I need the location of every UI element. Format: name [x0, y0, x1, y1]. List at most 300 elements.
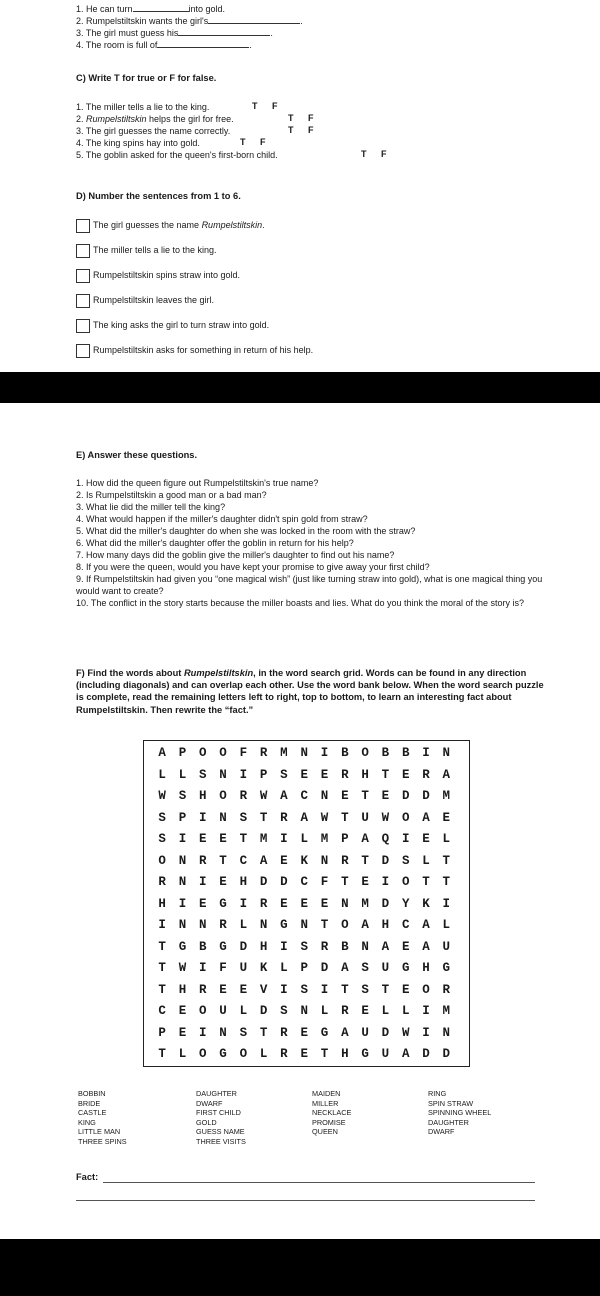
item-text: 1. He can turn: [76, 4, 133, 14]
grid-letter[interactable]: T: [381, 767, 390, 782]
grid-letter[interactable]: I: [239, 896, 248, 911]
grid-letter[interactable]: D: [401, 789, 410, 803]
grid-letter[interactable]: E: [361, 875, 369, 889]
item-text: 4. The room is full of: [76, 40, 158, 50]
grid-row: [144, 937, 477, 957]
answer-blank[interactable]: [157, 38, 249, 48]
grid-letter[interactable]: T: [422, 875, 430, 889]
grid-letter[interactable]: M: [442, 1004, 451, 1018]
grid-letter[interactable]: P: [178, 746, 187, 760]
grid-letter[interactable]: A: [361, 918, 369, 932]
sequence-text: The king asks the girl to turn straw into gold.: [93, 320, 270, 330]
grid-letter[interactable]: H: [259, 939, 268, 954]
grid-letter[interactable]: E: [300, 767, 308, 782]
grid-letter[interactable]: R: [422, 767, 430, 782]
grid-letter[interactable]: H: [239, 875, 248, 889]
grid-letter[interactable]: R: [158, 875, 166, 889]
grid-letter[interactable]: D: [280, 875, 288, 889]
grid-letter[interactable]: A: [259, 853, 268, 868]
grid-letter[interactable]: L: [320, 1004, 329, 1018]
grid-letter[interactable]: S: [280, 767, 288, 782]
grid-letter[interactable]: R: [320, 939, 329, 954]
answer-blank[interactable]: [208, 14, 300, 24]
grid-letter[interactable]: E: [401, 767, 410, 782]
grid-letter[interactable]: G: [219, 896, 227, 911]
word-bank-entry: THREE SPINS: [78, 1136, 127, 1146]
answer-blank[interactable]: [178, 26, 270, 36]
grid-letter[interactable]: L: [300, 832, 308, 846]
grid-letter[interactable]: I: [198, 961, 207, 975]
grid-letter[interactable]: G: [178, 939, 187, 954]
grid-letter[interactable]: D: [442, 1047, 451, 1061]
grid-letter[interactable]: T: [361, 853, 369, 868]
grid-letter[interactable]: O: [239, 1047, 248, 1061]
word-bank-entry: SPIN STRAW: [428, 1098, 474, 1108]
grid-letter[interactable]: O: [219, 789, 227, 803]
grid-letter[interactable]: C: [239, 853, 248, 868]
grid-letter[interactable]: G: [442, 961, 451, 975]
grid-letter[interactable]: I: [422, 1025, 430, 1040]
grid-letter[interactable]: O: [401, 810, 410, 825]
grid-letter[interactable]: O: [198, 1047, 207, 1061]
item-text: 3. The girl guesses the name correctly.: [76, 126, 231, 136]
grid-letter[interactable]: N: [361, 939, 369, 954]
grid-letter[interactable]: I: [178, 832, 187, 846]
grid-letter[interactable]: E: [361, 1004, 369, 1018]
word-bank-entry: SPINNING WHEEL: [428, 1108, 492, 1117]
grid-letter[interactable]: T: [442, 853, 451, 868]
grid-row: [144, 980, 477, 1000]
grid-letter[interactable]: A: [280, 789, 288, 803]
true-false-choice[interactable]: T F: [288, 125, 320, 135]
grid-letter[interactable]: G: [219, 939, 227, 954]
grid-letter[interactable]: E: [320, 896, 329, 911]
grid-letter[interactable]: W: [158, 789, 166, 803]
grid-letter[interactable]: L: [178, 1047, 187, 1061]
number-box[interactable]: [76, 244, 90, 258]
grid-letter[interactable]: L: [239, 1004, 248, 1018]
grid-letter[interactable]: G: [219, 1047, 227, 1061]
grid-letter[interactable]: A: [158, 746, 166, 760]
sequence-text: .: [262, 220, 265, 230]
grid-row: [144, 765, 477, 785]
grid-letter[interactable]: M: [320, 832, 329, 846]
sequence-item: [76, 317, 269, 333]
grid-letter[interactable]: D: [422, 789, 430, 803]
word-bank-column: [78, 1089, 127, 1146]
grid-row: [144, 851, 477, 871]
grid-letter[interactable]: H: [422, 961, 430, 975]
section-d-title: D) Number the sentences from 1 to 6.: [76, 191, 241, 201]
grid-letter[interactable]: N: [259, 918, 268, 932]
grid-letter[interactable]: S: [158, 832, 166, 846]
question-item: 4. What would happen if the miller's daughter didn't spin gold from straw?: [76, 514, 368, 524]
grid-letter[interactable]: E: [219, 875, 227, 889]
grid-letter[interactable]: L: [381, 1004, 390, 1018]
grid-letter[interactable]: D: [381, 896, 390, 911]
number-box[interactable]: [76, 219, 90, 233]
word-bank-entry: BRIDE: [78, 1098, 101, 1108]
grid-letter[interactable]: N: [320, 789, 329, 803]
grid-letter[interactable]: E: [280, 896, 288, 911]
item-text: 3. The girl must guess his: [76, 28, 179, 38]
grid-letter[interactable]: V: [259, 982, 268, 997]
sequence-text: The girl guesses the name: [93, 220, 202, 230]
question-item: 8. If you were the queen, would you have kept your promise to give away your first child?: [76, 562, 430, 572]
grid-letter[interactable]: I: [198, 1025, 207, 1040]
item-text: helps the girl for free.: [146, 114, 234, 124]
grid-letter[interactable]: W: [401, 1025, 410, 1040]
grid-letter[interactable]: O: [401, 875, 410, 889]
grid-letter[interactable]: I: [401, 832, 410, 846]
grid-letter[interactable]: A: [442, 767, 451, 782]
grid-letter[interactable]: E: [442, 810, 451, 825]
item-text: 1. The miller tells a lie to the king.: [76, 102, 210, 112]
grid-letter[interactable]: A: [341, 961, 349, 975]
grid-letter[interactable]: D: [259, 875, 268, 889]
grid-letter[interactable]: N: [178, 853, 187, 868]
grid-letter[interactable]: E: [341, 789, 349, 803]
sequence-text: Rumpelstiltskin spins straw into gold.: [93, 270, 241, 280]
sequence-text: Rumpelstiltskin leaves the girl.: [93, 295, 215, 305]
grid-letter[interactable]: Y: [401, 896, 410, 911]
grid-letter[interactable]: U: [239, 961, 248, 975]
grid-letter[interactable]: A: [300, 810, 308, 825]
section-c-title: C) Write T for true or F for false.: [76, 73, 217, 83]
item-text: .: [300, 16, 303, 26]
grid-letter[interactable]: R: [280, 810, 288, 825]
question-item: 3. What lie did the miller tell the king?: [76, 502, 226, 512]
grid-letter[interactable]: N: [442, 1025, 451, 1040]
grid-letter[interactable]: H: [178, 982, 187, 997]
grid-letter[interactable]: P: [259, 767, 268, 782]
grid-letter[interactable]: K: [422, 896, 430, 911]
grid-letter[interactable]: K: [259, 961, 268, 975]
grid-letter[interactable]: S: [361, 961, 369, 975]
grid-letter[interactable]: L: [401, 1004, 410, 1018]
grid-letter[interactable]: D: [422, 1047, 430, 1061]
number-box[interactable]: [76, 294, 90, 308]
word-bank-entry: DWARF: [196, 1098, 223, 1108]
grid-letter[interactable]: E: [401, 982, 410, 997]
grid-letter[interactable]: D: [259, 1004, 268, 1018]
grid-letter[interactable]: T: [341, 875, 349, 889]
grid-letter[interactable]: S: [239, 810, 248, 825]
grid-letter[interactable]: T: [219, 853, 227, 868]
grid-row: [144, 786, 477, 806]
fact-answer-line-1[interactable]: [103, 1182, 535, 1183]
grid-letter[interactable]: R: [341, 1004, 349, 1018]
grid-letter[interactable]: S: [239, 1025, 248, 1040]
item-text: into gold.: [188, 4, 226, 14]
item-text: .: [249, 40, 252, 50]
grid-letter[interactable]: M: [280, 746, 288, 760]
grid-row: [144, 872, 477, 892]
grid-letter[interactable]: C: [300, 875, 308, 889]
grid-letter[interactable]: L: [239, 918, 248, 932]
grid-letter[interactable]: B: [341, 939, 349, 954]
grid-letter[interactable]: W: [259, 789, 268, 803]
grid-letter[interactable]: T: [341, 810, 349, 825]
fact-label: Fact:: [76, 1172, 99, 1182]
grid-letter[interactable]: U: [219, 1004, 227, 1018]
word-bank-column: [196, 1089, 246, 1146]
grid-letter[interactable]: P: [158, 1025, 166, 1040]
grid-letter[interactable]: P: [300, 961, 308, 975]
grid-letter[interactable]: R: [219, 918, 227, 932]
grid-letter[interactable]: A: [381, 939, 390, 954]
grid-letter[interactable]: S: [158, 810, 166, 825]
grid-letter[interactable]: T: [259, 810, 268, 825]
grid-letter[interactable]: M: [361, 896, 369, 911]
grid-letter[interactable]: I: [280, 982, 288, 997]
grid-letter[interactable]: L: [442, 832, 451, 846]
grid-letter[interactable]: R: [259, 746, 268, 760]
grid-letter[interactable]: N: [219, 810, 227, 825]
grid-letter[interactable]: M: [259, 832, 268, 846]
grid-letter[interactable]: E: [219, 832, 227, 846]
grid-letter[interactable]: C: [158, 1004, 166, 1018]
grid-letter[interactable]: L: [259, 1047, 268, 1061]
sequence-emphasis: Rumpelstiltskin: [201, 220, 263, 230]
grid-letter[interactable]: I: [178, 896, 187, 911]
sequence-item: [76, 242, 217, 258]
grid-letter[interactable]: R: [442, 982, 451, 997]
grid-letter[interactable]: R: [198, 853, 207, 868]
grid-letter[interactable]: I: [422, 1004, 430, 1018]
grid-letter[interactable]: U: [361, 810, 369, 825]
word-bank-entry: FIRST CHILD: [196, 1108, 241, 1117]
grid-letter[interactable]: D: [320, 961, 329, 975]
question-item: 1. How did the queen figure out Rumpelstiltskin's true name?: [76, 478, 319, 488]
grid-letter[interactable]: O: [158, 853, 166, 868]
fill-blank-item: [76, 38, 252, 51]
grid-letter[interactable]: I: [280, 832, 288, 846]
grid-letter[interactable]: E: [239, 982, 248, 997]
grid-letter[interactable]: R: [239, 789, 248, 803]
grid-letter[interactable]: A: [422, 810, 430, 825]
answer-blank[interactable]: [133, 2, 189, 12]
number-box[interactable]: [76, 344, 90, 358]
grid-letter[interactable]: C: [401, 918, 410, 932]
word-bank-entry: PROMISE: [312, 1117, 346, 1127]
grid-letter[interactable]: E: [280, 853, 288, 868]
grid-letter[interactable]: I: [320, 746, 329, 760]
grid-letter[interactable]: B: [341, 746, 349, 760]
grid-letter[interactable]: O: [198, 1004, 207, 1018]
grid-letter[interactable]: R: [341, 767, 349, 782]
grid-letter[interactable]: I: [239, 767, 248, 782]
true-false-statement: [76, 137, 200, 149]
grid-letter[interactable]: N: [178, 875, 187, 889]
grid-letter[interactable]: N: [198, 918, 207, 932]
grid-letter[interactable]: E: [300, 896, 308, 911]
grid-letter[interactable]: N: [219, 1025, 227, 1040]
grid-letter[interactable]: T: [442, 875, 451, 889]
grid-letter[interactable]: L: [178, 767, 187, 782]
grid-row: [144, 829, 477, 849]
grid-row: [144, 1001, 477, 1021]
grid-letter[interactable]: T: [320, 1047, 329, 1061]
grid-letter[interactable]: S: [178, 789, 187, 803]
true-false-statement: [76, 101, 209, 113]
number-box[interactable]: [76, 269, 90, 283]
grid-letter[interactable]: T: [158, 982, 166, 997]
true-false-statement: [76, 113, 234, 125]
grid-letter[interactable]: L: [280, 961, 288, 975]
grid-letter[interactable]: U: [442, 939, 451, 954]
grid-letter[interactable]: I: [381, 875, 390, 889]
grid-letter[interactable]: N: [300, 746, 308, 760]
grid-letter[interactable]: A: [422, 939, 430, 954]
word-search-grid[interactable]: [143, 740, 470, 1067]
grid-letter[interactable]: W: [381, 810, 390, 825]
question-item: 2. Is Rumpelstiltskin a good man or a bad man?: [76, 490, 267, 500]
true-false-statement: [76, 149, 278, 161]
grid-letter[interactable]: G: [361, 1047, 369, 1061]
word-bank-entry: QUEEN: [312, 1127, 338, 1136]
grid-letter[interactable]: T: [341, 982, 349, 997]
grid-letter[interactable]: E: [300, 1025, 308, 1040]
grid-letter[interactable]: A: [341, 1025, 349, 1040]
grid-letter[interactable]: I: [442, 896, 451, 911]
grid-letter[interactable]: H: [158, 896, 166, 911]
grid-letter[interactable]: L: [158, 767, 166, 782]
grid-letter[interactable]: B: [381, 746, 390, 760]
grid-letter[interactable]: A: [401, 1047, 410, 1061]
question-item: 9. If Rumpelstiltskin had given you “one magical wish” (just like turning straw into gold), what is one magical thing you would want to create?: [76, 574, 543, 596]
grid-letter[interactable]: G: [401, 961, 410, 975]
number-box[interactable]: [76, 319, 90, 333]
grid-letter[interactable]: T: [239, 832, 248, 846]
grid-letter[interactable]: L: [442, 918, 451, 932]
grid-letter[interactable]: O: [361, 746, 369, 760]
grid-letter[interactable]: M: [442, 789, 451, 803]
true-false-choice[interactable]: T F: [361, 149, 393, 159]
grid-letter[interactable]: Q: [381, 832, 390, 846]
grid-letter[interactable]: N: [320, 853, 329, 868]
grid-letter[interactable]: F: [219, 961, 227, 975]
grid-letter[interactable]: S: [401, 853, 410, 868]
true-false-choice[interactable]: T F: [240, 137, 272, 147]
grid-letter[interactable]: D: [381, 1025, 390, 1040]
grid-letter[interactable]: E: [422, 832, 430, 846]
grid-letter[interactable]: U: [381, 961, 390, 975]
grid-letter[interactable]: U: [381, 1047, 390, 1061]
grid-letter[interactable]: I: [158, 918, 166, 932]
grid-letter[interactable]: E: [381, 789, 390, 803]
grid-letter[interactable]: I: [320, 982, 329, 997]
grid-letter[interactable]: A: [422, 918, 430, 932]
grid-letter[interactable]: R: [198, 982, 207, 997]
grid-letter[interactable]: E: [198, 832, 207, 846]
grid-letter[interactable]: B: [198, 939, 207, 954]
grid-letter[interactable]: G: [280, 918, 288, 932]
true-false-choice[interactable]: T F: [288, 113, 320, 123]
grid-letter[interactable]: E: [401, 939, 410, 954]
grid-letter[interactable]: S: [300, 939, 308, 954]
grid-letter[interactable]: D: [381, 853, 390, 868]
grid-letter[interactable]: T: [158, 939, 166, 954]
grid-letter[interactable]: R: [259, 896, 268, 911]
item-text: 2. Rumpelstiltskin wants the girl's: [76, 16, 209, 26]
grid-letter[interactable]: E: [178, 1004, 187, 1018]
grid-letter[interactable]: W: [178, 961, 187, 975]
grid-letter[interactable]: P: [178, 810, 187, 825]
grid-letter[interactable]: C: [300, 789, 308, 803]
grid-letter[interactable]: R: [280, 1047, 288, 1061]
grid-letter[interactable]: O: [198, 746, 207, 760]
grid-letter[interactable]: O: [219, 746, 227, 760]
grid-letter[interactable]: R: [280, 1025, 288, 1040]
grid-letter[interactable]: I: [198, 875, 207, 889]
grid-letter[interactable]: O: [341, 918, 349, 932]
word-bank-entry: MILLER: [312, 1098, 339, 1108]
grid-letter[interactable]: W: [320, 810, 329, 825]
grid-letter[interactable]: K: [300, 853, 308, 868]
grid-letter[interactable]: P: [341, 832, 349, 846]
grid-letter[interactable]: O: [422, 982, 430, 997]
grid-letter[interactable]: S: [198, 767, 207, 782]
grid-letter[interactable]: B: [401, 746, 410, 760]
item-text: .: [270, 28, 273, 38]
grid-letter[interactable]: T: [361, 789, 369, 803]
grid-letter[interactable]: T: [158, 961, 166, 975]
section-f-instructions: F) Find the words about Rumpelstiltskin, in the word search grid. Words can be found in any direction (including diagonals) and can overlap each other. Use the word bank below. When the word search puzzle is complete, read the remaining letters left to right, top to bottom, to learn an interesting fact about Rumpelstiltskin. Then rewrite the “fact.”: [76, 668, 544, 715]
grid-letter[interactable]: E: [198, 896, 207, 911]
grid-letter[interactable]: F: [320, 875, 329, 889]
grid-letter[interactable]: N: [300, 918, 308, 932]
grid-letter[interactable]: D: [239, 939, 248, 954]
grid-letter[interactable]: H: [381, 918, 390, 932]
grid-letter[interactable]: N: [219, 767, 227, 782]
word-bank-column: [312, 1089, 351, 1137]
true-false-choice[interactable]: T F: [252, 101, 284, 111]
grid-letter[interactable]: T: [158, 1047, 166, 1061]
grid-letter[interactable]: E: [320, 767, 329, 782]
grid-letter[interactable]: E: [178, 1025, 187, 1040]
grid-letter[interactable]: S: [280, 1004, 288, 1018]
grid-letter[interactable]: H: [361, 767, 369, 782]
grid-letter[interactable]: S: [361, 982, 369, 997]
grid-letter[interactable]: N: [442, 746, 451, 760]
grid-letter[interactable]: T: [259, 1025, 268, 1040]
grid-letter[interactable]: G: [320, 1025, 329, 1040]
grid-letter[interactable]: S: [300, 982, 308, 997]
grid-letter[interactable]: A: [361, 832, 369, 846]
grid-letter[interactable]: H: [341, 1047, 349, 1061]
grid-letter[interactable]: R: [341, 853, 349, 868]
grid-letter[interactable]: I: [198, 810, 207, 825]
true-false-statement: [76, 125, 230, 137]
grid-letter[interactable]: N: [300, 1004, 308, 1018]
grid-letter[interactable]: N: [341, 896, 349, 911]
grid-letter[interactable]: I: [422, 746, 430, 760]
item-number: 2.: [76, 114, 87, 124]
grid-letter[interactable]: T: [320, 918, 329, 932]
grid-letter[interactable]: T: [381, 982, 390, 997]
grid-letter[interactable]: E: [300, 1047, 308, 1061]
grid-letter[interactable]: F: [239, 746, 248, 760]
word-bank-entry: MAIDEN: [312, 1089, 341, 1098]
grid-letter[interactable]: I: [280, 939, 288, 954]
grid-letter[interactable]: E: [219, 982, 227, 997]
grid-letter[interactable]: L: [422, 853, 430, 868]
grid-letter[interactable]: H: [198, 789, 207, 803]
fact-answer-line-2[interactable]: [76, 1200, 535, 1201]
grid-letter[interactable]: N: [178, 918, 187, 932]
grid-letter[interactable]: U: [361, 1025, 369, 1040]
